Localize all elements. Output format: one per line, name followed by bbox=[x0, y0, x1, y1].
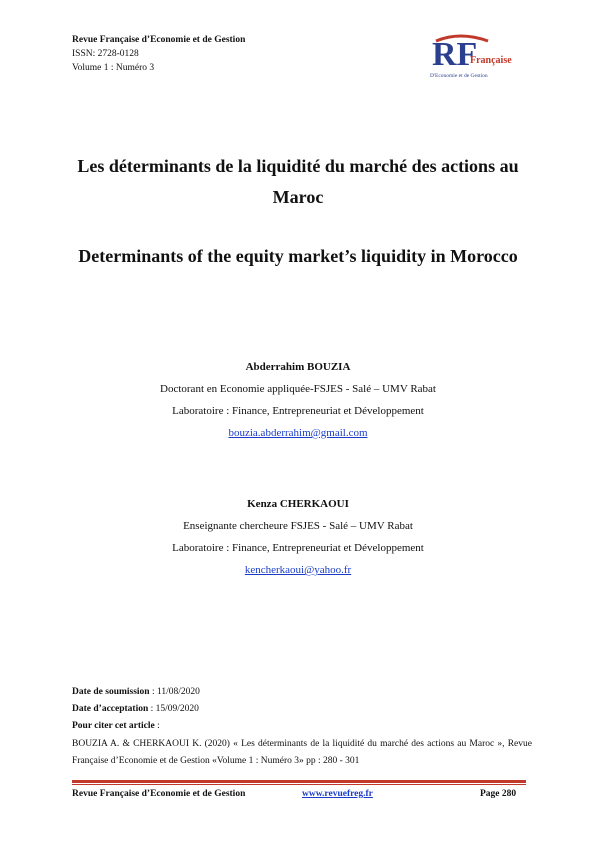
author-name: Abderrahim BOUZIA bbox=[245, 361, 351, 373]
header-journal-name: Revue Française d’Economie et de Gestion bbox=[72, 35, 246, 45]
title-english: Determinants of the equity market’s liquidity in Morocco bbox=[78, 246, 518, 266]
author-email-link[interactable]: bouzia.abderrahim@gmail.com bbox=[228, 427, 368, 439]
footer-divider bbox=[72, 780, 526, 783]
header-volume: Volume 1 : Numéro 3 bbox=[72, 63, 155, 73]
journal-header bbox=[72, 33, 245, 75]
title-french-line1: Les déterminants de la liquidité du marché des actions au bbox=[77, 156, 519, 176]
footer-website-link[interactable]: www.revuefreg.fr bbox=[302, 789, 373, 799]
author-block-2 bbox=[40, 493, 556, 581]
author-block-1 bbox=[40, 356, 556, 444]
footer-page-number: Page 280 bbox=[480, 789, 517, 799]
logo-word: Française bbox=[470, 55, 512, 66]
title-french-line2: Maroc bbox=[272, 187, 324, 207]
article-meta bbox=[72, 684, 532, 735]
logo-letters: RF bbox=[432, 36, 478, 73]
rf-logo-icon bbox=[430, 33, 530, 83]
author-affiliation: Enseignante chercheure FSJES - Salé – UMV Rabat bbox=[183, 520, 413, 532]
cite-heading: Pour citer cet article : bbox=[72, 721, 160, 731]
acceptance-date: Date d’acceptation : 15/09/2020 bbox=[72, 704, 199, 714]
author-affiliation: Doctorant en Economie appliquée-FSJES - Salé – UMV Rabat bbox=[160, 383, 436, 395]
footer-journal-name: Revue Française d’Economie et de Gestion bbox=[72, 789, 246, 799]
journal-logo bbox=[430, 33, 530, 83]
header-issn: ISSN: 2728-0128 bbox=[72, 49, 139, 59]
author-lab: Laboratoire : Finance, Entrepreneuriat et Développement bbox=[172, 542, 424, 554]
author-name: Kenza CHERKAOUI bbox=[247, 498, 349, 510]
author-email-link[interactable]: kencherkaoui@yahoo.fr bbox=[244, 564, 352, 576]
author-lab: Laboratoire : Finance, Entrepreneuriat et Développement bbox=[172, 405, 424, 417]
footer-divider-thin bbox=[72, 784, 526, 785]
submission-date: Date de soumission : 11/08/2020 bbox=[72, 687, 200, 697]
citation-text: BOUZIA A. & CHERKAOUI K. (2020) « Les déterminants de la liquidité du marché des actions au Maroc », Revue Française d’Economie et de Gestion «Volume 1 : Numéro 3» pp : 280 - 301 bbox=[72, 739, 532, 766]
logo-tagline: D'Economie et de Gestion bbox=[430, 73, 488, 79]
